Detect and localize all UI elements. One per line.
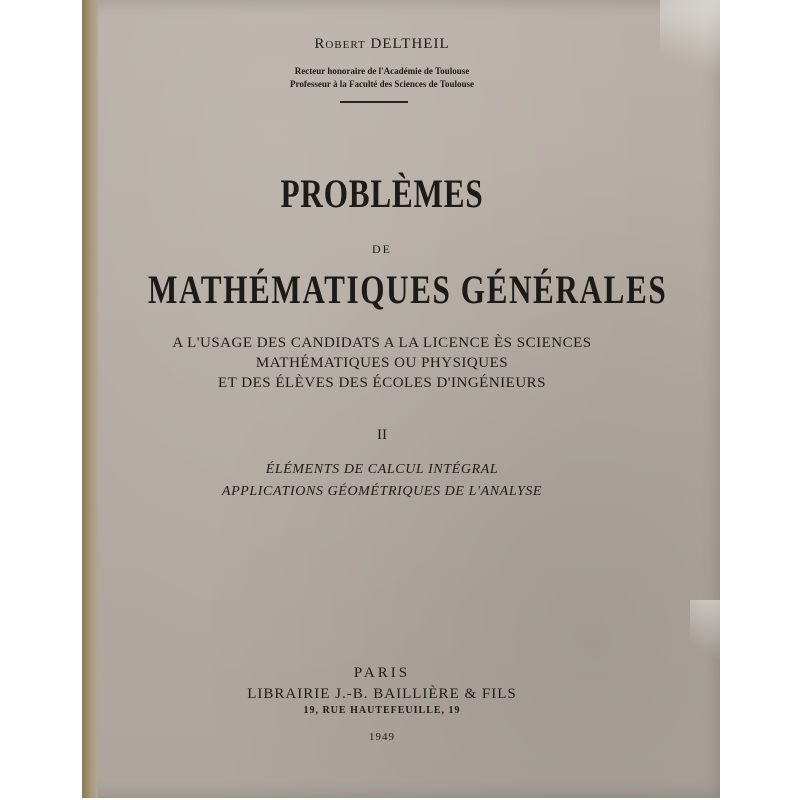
audience-line-1: A L'USAGE DES CANDIDATS A LA LICENCE ÈS SCIENCES — [172, 335, 592, 351]
book-title-line-1: PROBLÈMES — [280, 171, 484, 216]
author-title-1: Recteur honoraire de l'Académie de Toulouse — [294, 66, 470, 76]
publisher-city: PARIS — [353, 665, 411, 681]
volume-number: II — [377, 427, 387, 443]
publisher-address: 19, RUE HAUTEFEUILLE, 19 — [303, 705, 461, 716]
divider-rule — [340, 101, 408, 103]
audience-line-3: ET DES ÉLÈVES DES ÉCOLES D'INGÉNIEURS — [218, 375, 546, 391]
contents-line-2: APPLICATIONS GÉOMÉTRIQUES DE L'ANALYSE — [221, 484, 543, 499]
plastic-glare-lower — [690, 600, 720, 660]
author-name — [82, 36, 682, 53]
book-title-line-2: MATHÉMATIQUES GÉNÉRALES — [148, 267, 668, 312]
publisher-name: LIBRAIRIE J.-B. BAILLIÈRE & FILS — [247, 686, 517, 702]
book-title-connector: DE — [372, 242, 392, 256]
audience-line-2: MATHÉMATIQUES OU PHYSIQUES — [255, 355, 509, 371]
author-first-name: Robert — [314, 36, 366, 52]
publication-year: 1949 — [369, 731, 395, 743]
author-last-name: DELTHEIL — [370, 36, 450, 52]
author-title-2: Professeur à la Faculté des Sciences de Toulouse — [290, 79, 474, 89]
contents-line-1: ÉLÉMENTS DE CALCUL INTÉGRAL — [265, 462, 499, 477]
